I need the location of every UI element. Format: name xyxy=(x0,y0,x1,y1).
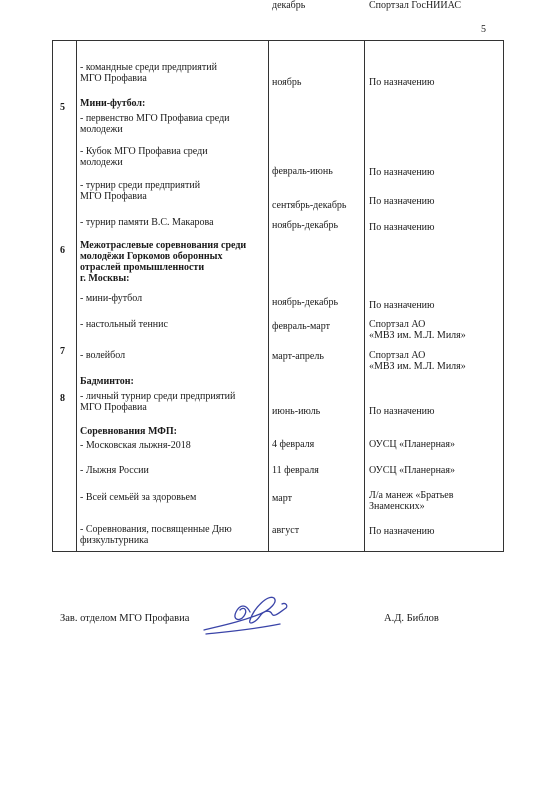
event-description: - Лыжня России xyxy=(80,465,149,476)
footer-position: Зав. отделом МГО Профавиа xyxy=(60,613,190,624)
event-date: 11 февраля xyxy=(272,465,319,476)
event-place: Знаменских» xyxy=(369,501,425,512)
event-date: ноябрь-декабрь xyxy=(272,297,339,308)
event-description: - настольный теннис xyxy=(80,319,168,330)
column-divider-1 xyxy=(76,41,77,551)
column-divider-3 xyxy=(364,41,365,551)
footer-name: А.Д. Библов xyxy=(384,613,439,624)
event-description: - личный турнир среди предприятий xyxy=(80,391,236,402)
event-place: По назначению xyxy=(369,77,435,88)
event-place: «МВЗ им. М.Л. Миля» xyxy=(369,330,466,341)
event-description: физкультурника xyxy=(80,535,149,546)
event-description: - турнир среди предприятий xyxy=(80,180,201,191)
event-description: г. Москвы: xyxy=(80,273,130,284)
event-date: июнь-июль xyxy=(272,406,321,417)
page-number: 5 xyxy=(481,24,486,35)
row-number: 6 xyxy=(60,245,65,256)
event-description: Межотраслевые соревнования среди xyxy=(80,240,247,251)
event-date: март xyxy=(272,493,292,504)
event-place: По назначению xyxy=(369,300,435,311)
event-place: По назначению xyxy=(369,406,435,417)
event-date: сентябрь-декабрь xyxy=(272,200,347,211)
event-description: Соревнования МФП: xyxy=(80,426,177,437)
event-place: Л/а манеж «Братьев xyxy=(369,490,454,501)
event-description: молодёжи Горкомов оборонных xyxy=(80,251,223,262)
event-place: По назначению xyxy=(369,196,435,207)
column-divider-2 xyxy=(268,41,269,551)
event-place: ОУСЦ «Планерная» xyxy=(369,465,455,476)
event-date: декабрь xyxy=(272,0,306,11)
event-date: март-апрель xyxy=(272,351,324,362)
event-place: ОУСЦ «Планерная» xyxy=(369,439,455,450)
event-date: ноябрь-декабрь xyxy=(272,220,339,231)
event-date: ноябрь xyxy=(272,77,302,88)
event-place: Спортзал АО xyxy=(369,350,426,361)
event-description: МГО Профавиа xyxy=(80,402,147,413)
event-place: По назначению xyxy=(369,222,435,233)
event-description: Мини-футбол: xyxy=(80,98,146,109)
event-place: По назначению xyxy=(369,167,435,178)
event-description: - турнир памяти В.С. Макарова xyxy=(80,217,214,228)
event-place: Спортзал АО xyxy=(369,319,426,330)
event-description: молодежи xyxy=(80,157,123,168)
event-description: - Московская лыжня-2018 xyxy=(80,440,191,451)
row-number: 7 xyxy=(60,346,65,357)
event-description: - Соревнования, посвященные Дню xyxy=(80,524,232,535)
event-description: - Всей семьёй за здоровьем xyxy=(80,492,197,503)
event-description: - мини-футбол xyxy=(80,293,143,304)
row-number: 8 xyxy=(60,393,65,404)
event-date: февраль-июнь xyxy=(272,166,333,177)
row-number: 5 xyxy=(60,102,65,113)
event-date: февраль-март xyxy=(272,321,330,332)
event-description: - первенство МГО Профавиа среди xyxy=(80,113,230,124)
event-date: август xyxy=(272,525,300,536)
event-place: По назначению xyxy=(369,526,435,537)
event-description: МГО Профавиа xyxy=(80,73,147,84)
event-place: «МВЗ им. М.Л. Миля» xyxy=(369,361,466,372)
event-description: - Кубок МГО Профавиа среди xyxy=(80,146,208,157)
event-description: - командные среди предприятий xyxy=(80,62,217,73)
event-description: молодежи xyxy=(80,124,123,135)
event-description: Бадминтон: xyxy=(80,376,134,387)
signature-image xyxy=(200,592,292,638)
event-date: 4 февраля xyxy=(272,439,315,450)
event-description: отраслей промышленности xyxy=(80,262,205,273)
event-description: МГО Профавиа xyxy=(80,191,147,202)
event-place: Спортзал ГосНИИАС xyxy=(369,0,461,11)
event-description: - волейбол xyxy=(80,350,126,361)
